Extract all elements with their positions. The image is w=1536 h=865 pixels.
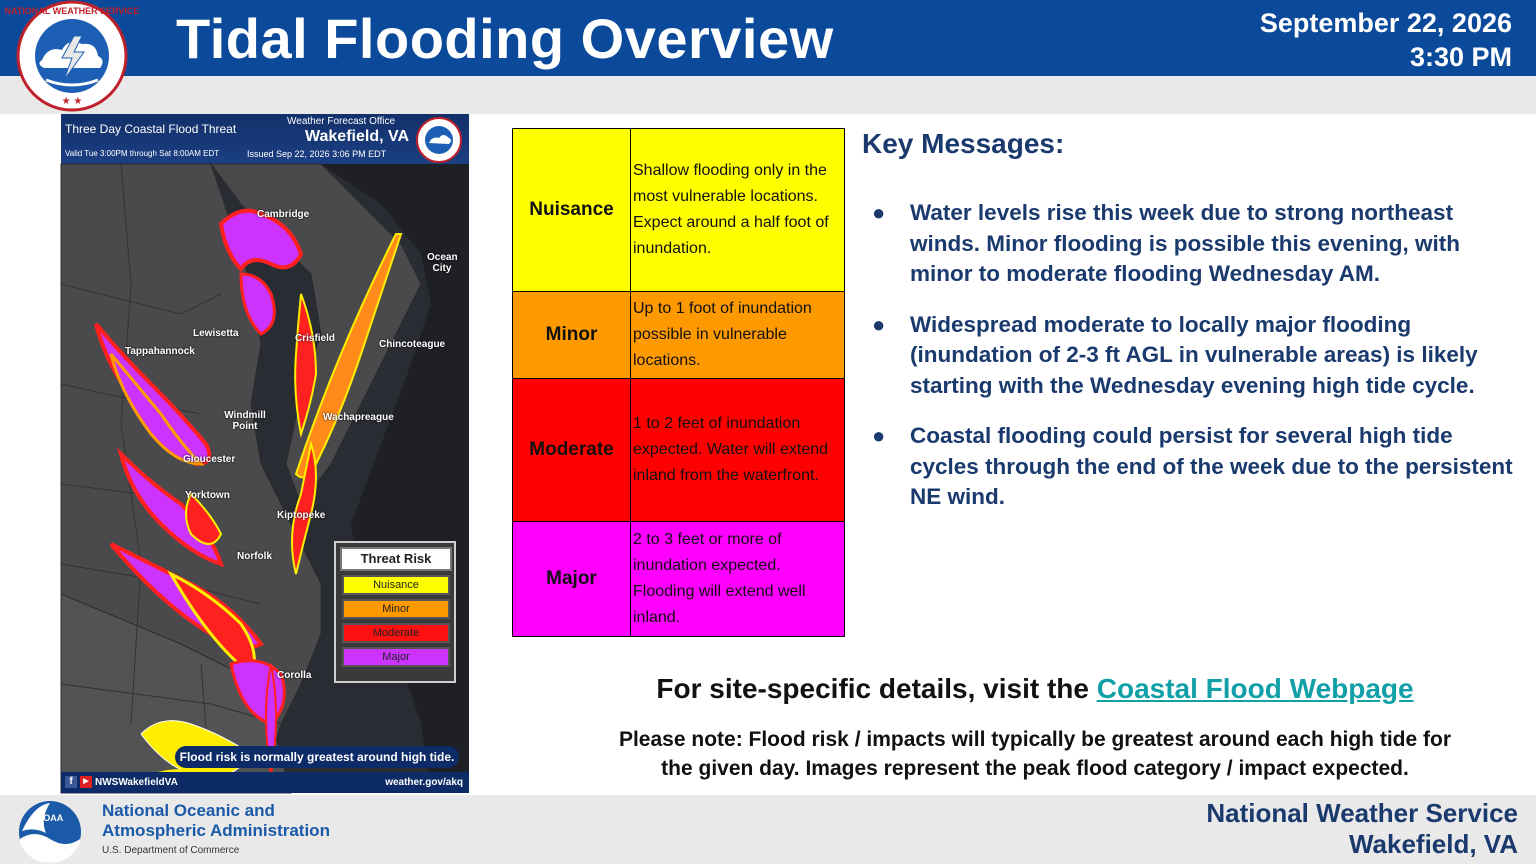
list-item xyxy=(862,310,1522,402)
map-title: Three Day Coastal Flood Threat xyxy=(65,122,237,136)
legend-item-minor: Minor xyxy=(342,599,450,619)
risk-category: Major xyxy=(513,522,631,637)
table-row xyxy=(513,522,845,637)
city-label: Lewisetta xyxy=(193,328,239,339)
map-note: Flood risk is normally greatest around high tide. xyxy=(175,746,459,768)
noaa-name xyxy=(102,801,330,841)
city-label: Wachapreague xyxy=(323,412,394,423)
nws-logo-icon xyxy=(4,0,140,112)
city-label: Tappahannock xyxy=(125,346,195,357)
risk-description: 1 to 2 feet of inundation expected. Water will extend inland from the waterfront. xyxy=(631,379,845,522)
city-label: Gloucester xyxy=(183,454,236,465)
please-note xyxy=(540,725,1530,783)
city-label: Corolla xyxy=(277,670,312,681)
page-title: Tidal Flooding Overview xyxy=(176,7,834,70)
city-label: Yorktown xyxy=(185,490,230,501)
map-header xyxy=(61,114,469,164)
facebook-icon[interactable]: f xyxy=(65,776,77,788)
city-label: Chincoteague xyxy=(379,339,446,350)
city-label: Cambridge xyxy=(257,209,310,220)
bullet-icon: ● xyxy=(872,200,886,225)
legend-item-nuisance: Nuisance xyxy=(342,575,450,595)
coastal-flood-threat-map xyxy=(61,114,469,793)
issue-time: 3:30 PM xyxy=(1409,42,1512,72)
bullet-icon: ● xyxy=(872,311,886,337)
legend-title: Threat Risk xyxy=(340,547,452,571)
social-handle: NWSWakefieldVA xyxy=(95,777,178,788)
table-row xyxy=(513,379,845,522)
noaa-logo-icon xyxy=(14,799,86,865)
map-legend xyxy=(334,541,456,683)
note-line-1: Please note: Flood risk / impacts will typically be greatest around each high tide for xyxy=(618,728,1452,751)
nws-small-logo-icon xyxy=(415,116,463,164)
risk-category: Nuisance xyxy=(513,129,631,292)
nws-line2: Wakefield, VA xyxy=(1348,829,1518,859)
footer-bar xyxy=(0,795,1536,864)
table-row xyxy=(513,292,845,379)
noaa-department: U.S. Department of Commerce xyxy=(102,845,240,856)
city-label: Ocean City xyxy=(427,252,458,274)
risk-category: Minor xyxy=(513,292,631,379)
noaa-name-line2: Atmospheric Administration xyxy=(102,821,330,840)
note-line-2: the given day. Images represent the peak flood category / impact expected. xyxy=(661,757,1409,780)
legend-item-moderate: Moderate xyxy=(342,623,450,643)
list-item xyxy=(862,198,1522,290)
header-subband xyxy=(0,76,1536,114)
map-office: Wakefield, VA xyxy=(305,128,410,145)
key-message-text: Coastal flooding could persist for several high tide cycles through the end of the week due to the persistent NE wind. xyxy=(910,423,1513,509)
key-message-text: Water levels rise this week due to strong northeast winds. Minor flooding is possible this evening, with minor to moderate flooding Wednesday AM. xyxy=(910,200,1461,286)
issue-date: September 22, 2026 xyxy=(1259,8,1512,38)
map-footer xyxy=(61,772,469,793)
risk-description: Up to 1 foot of inundation possible in vulnerable locations. xyxy=(631,292,845,379)
key-messages-list xyxy=(862,198,1522,533)
website-label: weather.gov/akq xyxy=(385,777,463,788)
map-wfo-label: Weather Forecast Office xyxy=(287,116,396,127)
table-row xyxy=(513,129,845,292)
youtube-icon[interactable]: ▶ xyxy=(80,776,92,788)
map-issued: Issued Sep 22, 2026 3:06 PM EDT xyxy=(247,149,387,159)
key-messages-title: Key Messages: xyxy=(862,128,1065,159)
svg-text:★ ★: ★ ★ xyxy=(61,96,83,107)
list-item xyxy=(862,421,1522,513)
site-details-line xyxy=(540,673,1530,705)
city-label: Crisfield xyxy=(295,333,336,344)
svg-text:NATIONAL WEATHER SERVICE: NATIONAL WEATHER SERVICE xyxy=(4,6,140,16)
svg-text:NOAA: NOAA xyxy=(36,813,64,823)
city-label: Norfolk xyxy=(237,551,272,562)
issue-datetime xyxy=(1260,6,1512,74)
nws-line1: National Weather Service xyxy=(1206,798,1518,828)
city-label: Kiptopeke xyxy=(277,510,326,521)
site-details-prefix: For site-specific details, visit the xyxy=(656,673,1097,704)
noaa-name-line1: National Oceanic and xyxy=(102,801,275,820)
risk-description: Shallow flooding only in the most vulnerable locations. Expect around a half foot of inundation. xyxy=(631,129,845,292)
nws-office-name xyxy=(1206,798,1518,860)
key-message-text: Widespread moderate to locally major flooding (inundation of 2-3 ft AGL in vulnerable areas) is likely starting with the Wednesday evening high tide cycle. xyxy=(910,311,1478,398)
map-valid-period: Valid Tue 3:00PM through Sat 8:00AM EDT xyxy=(65,149,220,158)
coastal-flood-webpage-link[interactable]: Coastal Flood Webpage xyxy=(1096,673,1414,704)
legend-item-major: Major xyxy=(342,647,450,667)
map-graphic xyxy=(61,164,469,793)
flood-risk-table xyxy=(512,128,845,637)
bullet-icon: ● xyxy=(872,423,886,448)
risk-category: Moderate xyxy=(513,379,631,522)
risk-description: 2 to 3 feet or more of inundation expected. Flooding will extend well inland. xyxy=(631,522,845,637)
city-label: Windmill Point xyxy=(224,410,266,432)
